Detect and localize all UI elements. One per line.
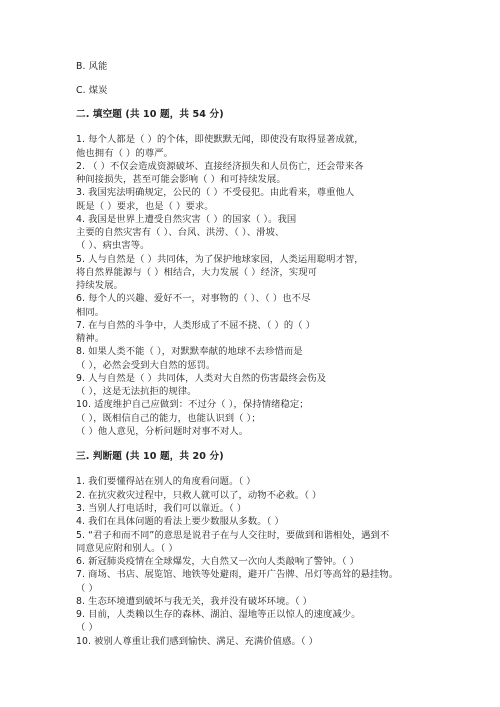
fill-blank-line: （ ），这是无法抗拒的规律。 <box>76 386 197 397</box>
fill-blank-line: 1. 每个人都是（ ）的个体，即使默默无闻，即使没有取得显著成就， <box>76 134 364 145</box>
true-false-line: 3. 当别人打电话时，我们可以靠近。（ ） <box>76 503 247 514</box>
fill-blank-line: 3. 我国宪法明确规定，公民的（ ）不受侵犯。由此看来，尊重他人 <box>76 187 355 198</box>
fill-blank-line: 4. 我国是世界上遭受自然灾害（ ）的国家（ ）。我国 <box>76 214 297 225</box>
option-c: C. 煤炭 <box>76 85 108 96</box>
fill-blank-line: （ ）、病虫害等。 <box>76 240 150 251</box>
fill-blank-line: 5. 人与自然是（ ）共同体，为了保护地球家园，人类运用聪明才智， <box>76 254 364 265</box>
true-false-line: 7. 商场、书店、展览馆、地铁等处避雨，避开广告牌、吊灯等高耸的悬挂物。 <box>76 569 399 580</box>
true-false-line: 2. 在抗灾救灾过程中，只救人就可以了，动物不必救。（ ） <box>76 490 322 501</box>
fill-blank-line: （ ），既相信自己的能力，也能认识到（ ）； <box>76 413 261 424</box>
true-false-line: 1. 我们要懂得站在别人的角度看问题。（ ） <box>76 476 256 487</box>
fill-blank-line: 主要的自然灾害有（ ）、台风、洪涝、（ ）、滑坡、 <box>76 227 285 238</box>
true-false-line: （ ） <box>76 583 98 594</box>
fill-blank-line: 7. 在与自然的斗争中，人类形成了不屈不挠、（ ）的（ ） <box>76 320 316 331</box>
section-heading-fill-blank: 二. 填空题 (共 10 题，共 54 分) <box>76 109 224 120</box>
fill-blank-line: 相同。 <box>76 307 105 318</box>
true-false-line: 4. 我们在具体问题的看法上要少数服从多数。（ ） <box>76 516 284 527</box>
true-false-line: 8. 生态环境遭到破坏与我无关，我并没有破坏环境。（ ） <box>76 596 313 607</box>
fill-blank-line: 既是（ ）要求，也是（ ）要求。 <box>76 201 214 212</box>
fill-blank-line: 9. 人与自然是（ ）共同体，人类对大自然的伤害最终会伤及 <box>76 373 327 384</box>
true-false-line: 10. 被别人尊重让我们感到愉快、满足、充满价值感。（ ） <box>76 636 319 647</box>
fill-blank-line: 精神。 <box>76 333 105 344</box>
section-heading-true-false: 三. 判断题 (共 10 题，共 20 分) <box>76 451 224 462</box>
fill-blank-line: 种间接损失，甚至可能会影响（ ）和可持续发展。 <box>76 174 286 185</box>
fill-blank-line: 持续发展。 <box>76 280 123 291</box>
fill-blank-line: （ ），必然会受到大自然的惩罚。 <box>76 360 216 371</box>
fill-blank-line: 6. 每个人的兴趣、爱好不一，对事物的（ ）、（ ）也不尽 <box>76 293 311 304</box>
true-false-line: 5. “君子和而不同”的意思是说君子在与人交往时，要做到和谐相处，遇到不 <box>76 530 390 541</box>
true-false-line: （ ） <box>76 622 98 633</box>
true-false-line: 同意见应附和别人。（ ） <box>76 543 178 554</box>
fill-blank-line: 他也拥有（ ）的尊严。 <box>76 148 174 159</box>
true-false-line: 9. 目前，人类赖以生存的森林、湖泊、湿地等正以惊人的速度减少。 <box>76 609 361 620</box>
fill-blank-line: 将自然界能源与（ ）相结合，大力发展（ ）经济，实现可 <box>76 267 318 278</box>
fill-blank-line: （ ）他人意见，分析问题时对事不对人。 <box>76 426 249 437</box>
fill-blank-line: 2. （ ）不仅会造成资源破坏、直接经济损失和人员伤亡，还会带来各 <box>76 161 364 172</box>
fill-blank-line: 8. 如果人类不能（ ），对默默奉献的地球不去珍惜而是 <box>76 346 303 357</box>
fill-blank-line: 10. 适度维护自己应做到：不过分（ ），保持情绪稳定； <box>76 399 309 410</box>
true-false-line: 6. 新冠肺炎疫情在全球爆发，大自然又一次向人类敲响了警钟。（ ） <box>76 556 360 567</box>
option-b: B. 风能 <box>76 61 108 72</box>
